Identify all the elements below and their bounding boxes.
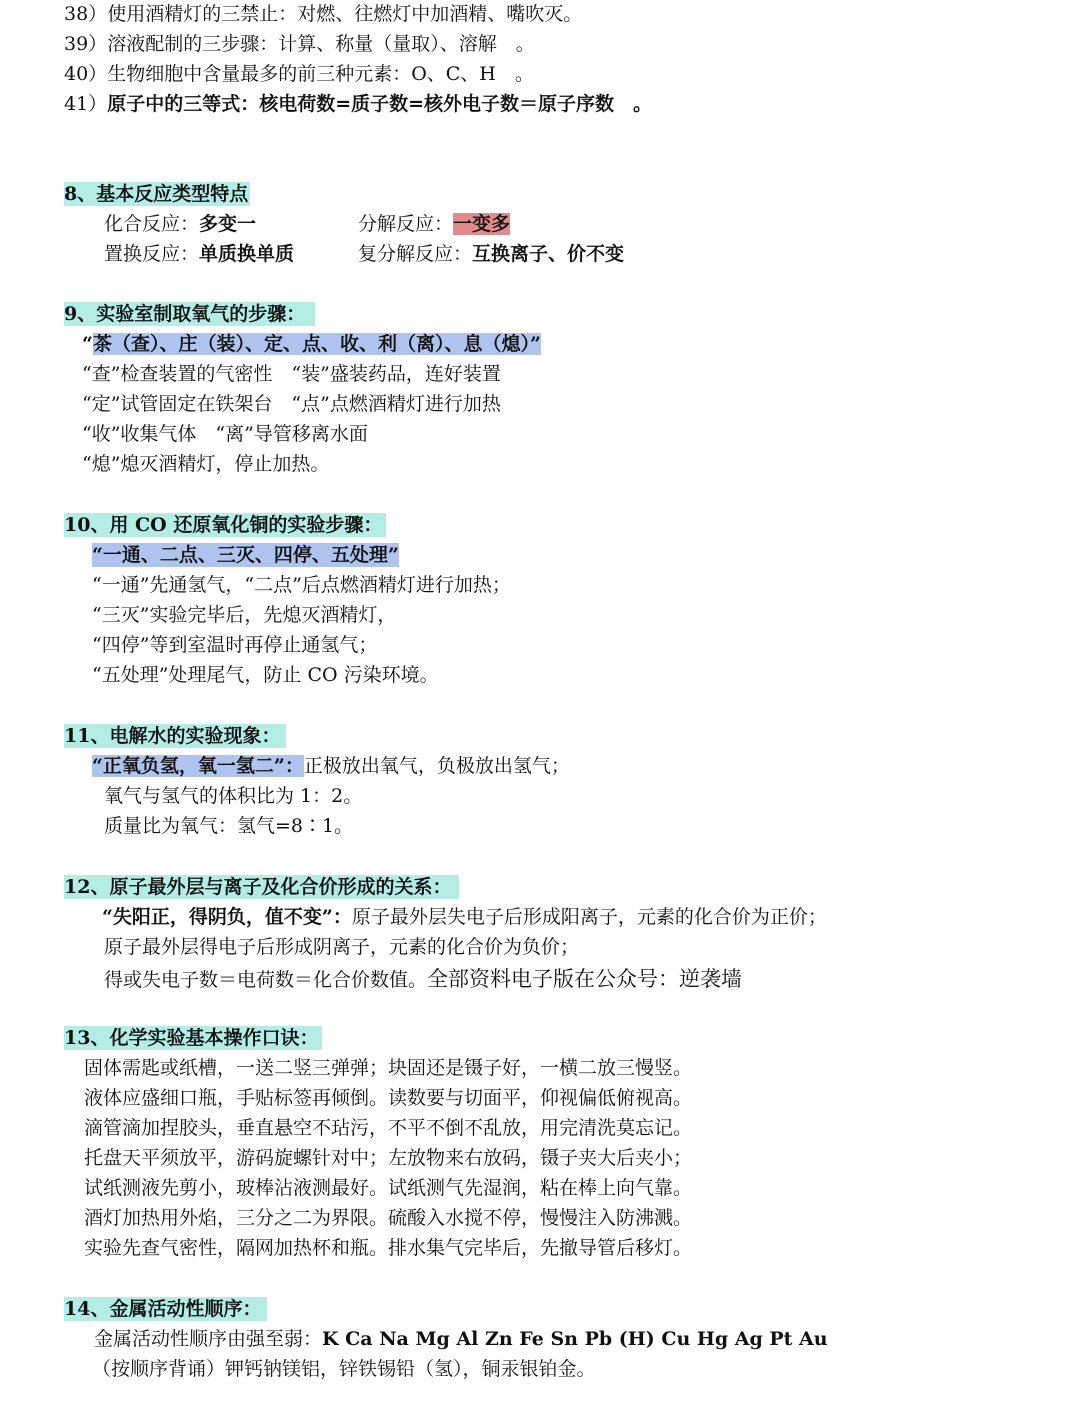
section-9-mnemonic: “茶（查）、庄（装）、定、点、收、利（离）、息（熄）” xyxy=(82,333,541,355)
section-13-heading: 13、化学实验基本操作口诀： xyxy=(64,1026,322,1050)
list-item-41: 41）原子中的三等式：核电荷数=质子数=核外电子数＝原子序数 。 xyxy=(64,93,653,115)
section-13-line: 滴管滴加捏胶头，垂直悬空不玷污，不平不倒不乱放，用完清洗莫忘记。 xyxy=(84,1117,693,1139)
section-13-line: 固体需匙或纸槽，一送二竖三弹弹；块固还是镊子好，一横二放三慢竖。 xyxy=(84,1057,693,1079)
section-11-line: 质量比为氧气：氢气=8∶1。 xyxy=(104,815,354,837)
section-12-line: 原子最外层得电子后形成阴离子，元素的化合价为负价； xyxy=(104,936,580,958)
list-item-40: 40）生物细胞中含量最多的前三种元素：O、C、H 。 xyxy=(64,63,534,85)
section-11-heading: 11、电解水的实验现象： xyxy=(64,724,286,748)
section-8-heading: 8、基本反应类型特点 xyxy=(64,183,249,205)
section-9-line: “熄”熄灭酒精灯，停止加热。 xyxy=(82,453,330,475)
section-12-line: 得或失电子数＝电荷数＝化合价数值。全部资料电子版在公众号：逆袭墙 xyxy=(104,967,743,991)
metal-activity-series: 金属活动性顺序由强至弱：K Ca Na Mg Al Zn Fe Sn Pb (H) Cu Hg Ag Pt Au xyxy=(94,1328,828,1350)
section-13-line: 试纸测液先剪小，玻棒沾液测最好。试纸测气先湿润，粘在棒上向气靠。 xyxy=(84,1177,693,1199)
section-13-line: 液体应盛细口瓶，手贴标签再倾倒。读数要与切面平，仰视偏低俯视高。 xyxy=(84,1087,693,1109)
section-12-mnemonic: “失阳正，得阴负，值不变”：原子最外层失电子后形成阳离子，元素的化合价为正价； xyxy=(102,906,827,928)
section-10-mnemonic: “一通、二点、三灭、四停、五处理” xyxy=(92,544,399,566)
section-13-line: 酒灯加热用外焰，三分之二为界限。硫酸入水搅不停，慢慢注入防沸溅。 xyxy=(84,1207,693,1229)
section-12-heading: 12、原子最外层与离子及化合价形成的关系： xyxy=(64,875,459,899)
section-10-line: “五处理”处理尾气，防止 CO 污染环境。 xyxy=(92,664,439,686)
section-11-line: 氧气与氢气的体积比为 1：2。 xyxy=(104,785,363,807)
section-10-line: “三灭”实验完毕后，先熄灭酒精灯， xyxy=(92,604,397,626)
section-9-line: “定”试管固定在铁架台 “点”点燃酒精灯进行加热 xyxy=(82,393,501,415)
reaction-displacement: 置换反应：单质换单质 xyxy=(104,243,295,265)
reaction-decomposition: 分解反应：一变多 xyxy=(358,213,511,235)
promo-note: 全部资料电子版在公众号：逆袭墙 xyxy=(427,967,743,991)
section-10-heading: 10、用 CO 还原氧化铜的实验步骤： xyxy=(64,513,386,537)
section-9-heading: 9、实验室制取氧气的步骤： xyxy=(64,302,315,326)
reaction-double-displacement: 复分解反应：互换离子、价不变 xyxy=(358,243,625,265)
section-9-line: “查”检查装置的气密性 “装”盛装药品，连好装置 xyxy=(82,363,501,385)
section-11-mnemonic: “正氧负氢，氧一氢二”：正极放出氧气，负极放出氢气； xyxy=(92,755,570,777)
section-14-heading: 14、金属活动性顺序： xyxy=(64,1297,267,1321)
reaction-combination: 化合反应：多变一 xyxy=(104,213,257,235)
section-10-line: “四停”等到室温时再停止通氢气； xyxy=(92,634,378,656)
section-13-line: 实验先查气密性，隔网加热杯和瓶。排水集气完毕后，先撤导管后移灯。 xyxy=(84,1237,693,1259)
section-9-line: “收”收集气体 “离”导管移离水面 xyxy=(82,423,368,445)
metal-activity-recitation: （按顺序背诵）钾钙钠镁铝，锌铁锡铅（氢），铜汞银铂金。 xyxy=(92,1358,596,1380)
section-10-line: “一通”先通氢气，“二点”后点燃酒精灯进行加热； xyxy=(92,574,511,596)
list-item-39: 39）溶液配制的三步骤：计算、称量（量取）、溶解 。 xyxy=(64,33,535,55)
section-13-line: 托盘天平须放平，游码旋螺针对中；左放物来右放码，镊子夹大后夹小； xyxy=(84,1147,693,1169)
list-item-38: 38）使用酒精灯的三禁止：对燃、往燃灯中加酒精、嘴吹灭。 xyxy=(64,3,583,25)
